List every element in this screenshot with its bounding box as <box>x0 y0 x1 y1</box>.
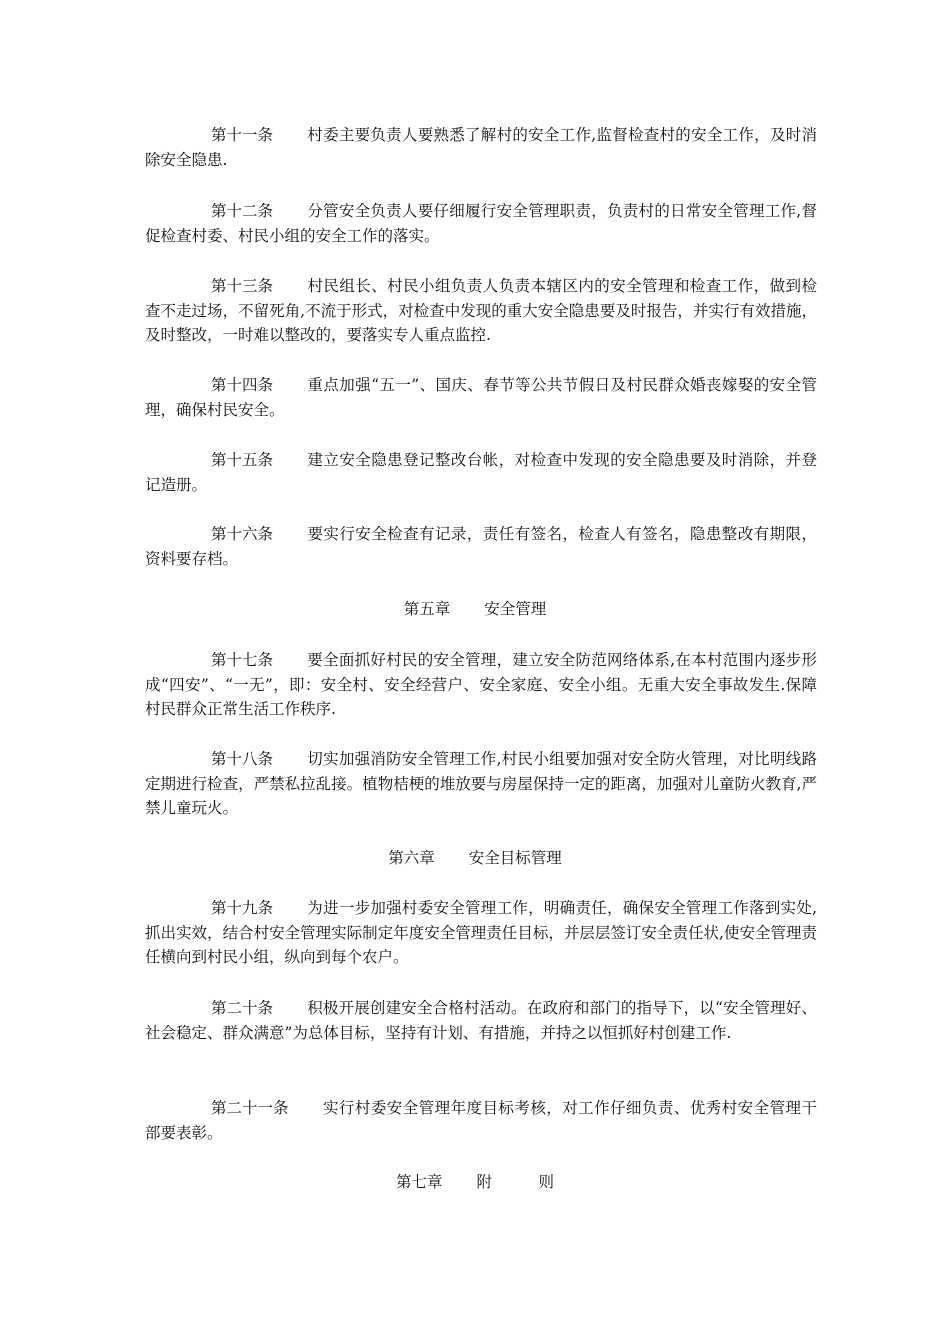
article-number: 第十七条 <box>211 651 274 669</box>
article-13 <box>145 274 817 348</box>
article-number: 第十二条 <box>211 202 274 220</box>
chapter-heading-6 <box>145 846 805 870</box>
article-text: 要全面抓好村民的安全管理，建立安全防范网络体系,在本村范围内逐步形成“四安”、“一无”，即：安全村、安全经营户、安全家庭、安全小组。无重大安全事故发生.保障村民群众正常生活工作秩序. <box>145 651 817 718</box>
article-text: 积极开展创建安全合格村活动。在政府和部门的指导下，以“安全管理好、社会稳定、群众满意”为总体目标，坚持有计划、有措施，并持之以恒抓好村创建工作. <box>145 999 817 1042</box>
article-11 <box>145 123 817 172</box>
chapter-title: 附 则 <box>476 1173 555 1191</box>
article-number: 第二十一条 <box>211 1099 289 1117</box>
article-text: 村委主要负责人要熟悉了解村的安全工作,监督检查村的安全工作，及时消除安全隐患. <box>145 126 817 169</box>
article-text: 重点加强“五一”、国庆、春节等公共节假日及村民群众婚丧嫁娶的安全管理，确保村民安全。 <box>145 376 817 419</box>
chapter-heading-5 <box>145 597 805 621</box>
article-text: 村民组长、村民小组负责人负责本辖区内的安全管理和检查工作，做到检查不走过场，不留死角,不流于形式，对检查中发现的重大安全隐患要及时报告，并实行有效措施，及时整改，一时难以整改的，要落实专人重点监控. <box>145 277 817 344</box>
chapter-heading-7 <box>145 1170 805 1194</box>
chapter-title: 安全目标管理 <box>468 849 562 867</box>
article-number: 第十一条 <box>211 126 274 144</box>
article-15 <box>145 448 817 497</box>
chapter-number: 第六章 <box>388 849 435 867</box>
article-number: 第十九条 <box>211 899 274 917</box>
article-21 <box>145 1096 817 1145</box>
article-text: 分管安全负责人要仔细履行安全管理职责，负责村的日常安全管理工作,督促检查村委、村民小组的安全工作的落实。 <box>145 202 817 245</box>
article-14 <box>145 373 817 422</box>
article-20 <box>145 996 817 1045</box>
article-12 <box>145 199 817 248</box>
article-text: 为进一步加强村委安全管理工作，明确责任，确保安全管理工作落到实处,抓出实效，结合村安全管理实际制定年度安全管理责任目标，并层层签订安全责任状,使安全管理责任横向到村民小组，纵向到每个农户。 <box>145 899 817 966</box>
article-number: 第十三条 <box>211 277 274 295</box>
article-19 <box>145 896 817 970</box>
article-text: 实行村委安全管理年度目标考核，对工作仔细负责、优秀村安全管理干部要表彰。 <box>145 1099 817 1142</box>
article-18 <box>145 747 817 821</box>
article-text: 切实加强消防安全管理工作,村民小组要加强对安全防火管理，对比明线路定期进行检查，严禁私拉乱接。植物桔梗的堆放要与房屋保持一定的距离，加强对儿童防火教育,严禁儿童玩火。 <box>145 750 817 817</box>
article-number: 第十五条 <box>211 451 274 469</box>
chapter-number: 第五章 <box>403 600 451 618</box>
article-number: 第十八条 <box>211 750 274 768</box>
article-text: 要实行安全检查有记录，责任有签名，检查人有签名，隐患整改有期限，资料要存档。 <box>145 525 817 568</box>
article-number: 第十四条 <box>211 376 274 394</box>
article-16 <box>145 522 817 571</box>
article-number: 第二十条 <box>211 999 274 1017</box>
article-number: 第十六条 <box>211 525 274 543</box>
chapter-number: 第七章 <box>395 1173 443 1191</box>
article-17 <box>145 648 817 722</box>
chapter-title: 安全管理 <box>484 600 547 618</box>
article-text: 建立安全隐患登记整改台帐，对检查中发现的安全隐患要及时消除，并登记造册。 <box>145 451 817 494</box>
